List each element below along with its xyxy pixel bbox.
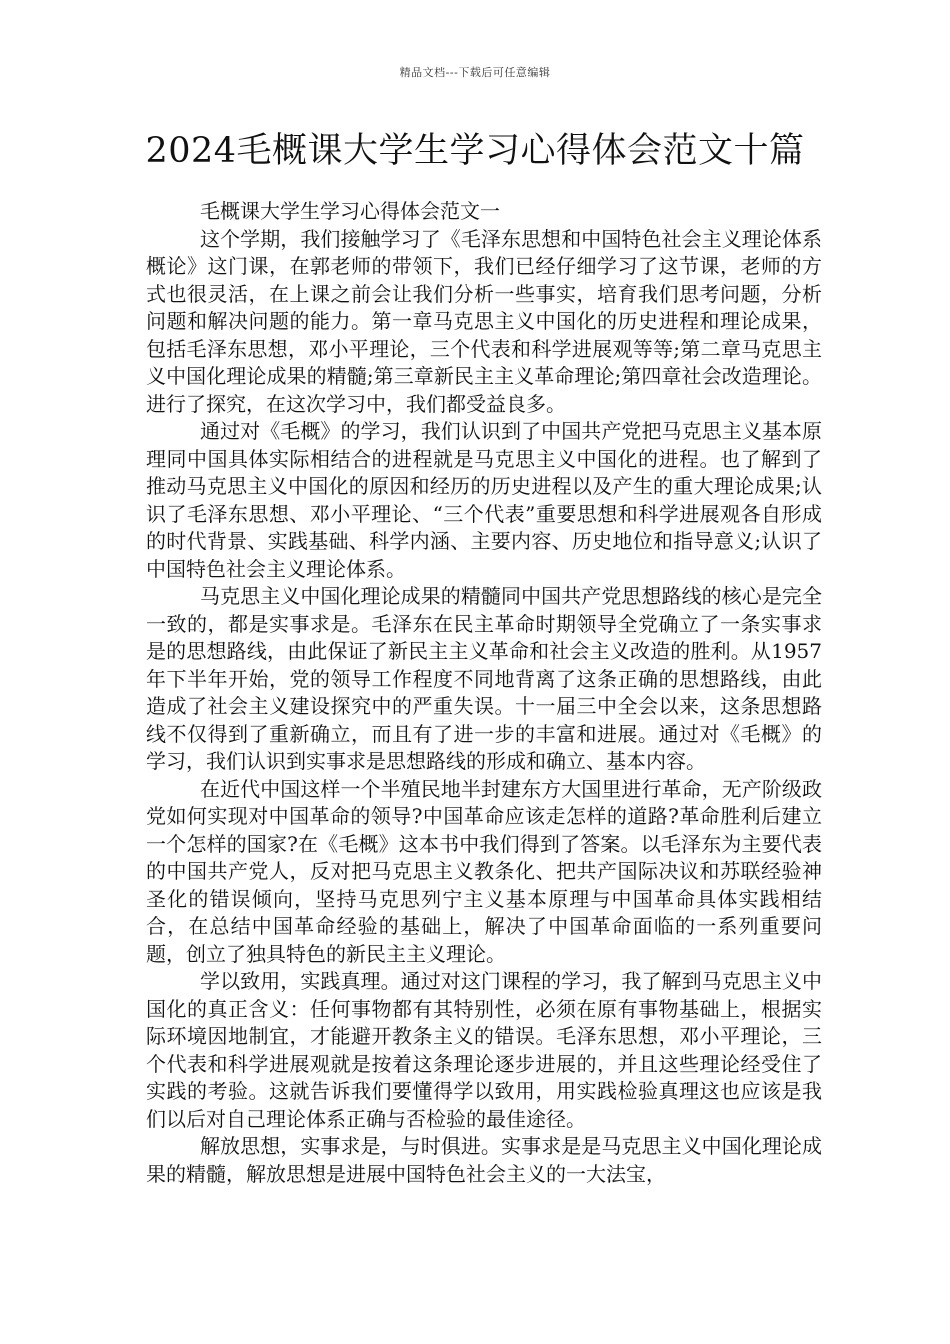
paragraph-3: 马克思主义中国化理论成果的精髓同中国共产党思想路线的核心是完全一致的，都是实事求是。毛泽东在民主革命时期领导全党确立了一条实事求是的思想路线，由此保证了新民主主义革命和社会主义改造的胜利。从1957年下半年开始，党的领导工作程度不同地背离了这条正确的思想路线，由此造成了社会主义建设探究中的严重失误。十一届三中全会以来，这条思想路线不仅得到了重新确立，而且有了进一步的丰富和进展。通过对《毛概》的学习，我们认识到实事求是思想路线的形成和确立、基本内容。 [146, 584, 822, 773]
document-title: 2024毛概课大学生学习心得体会范文十篇 [145, 131, 805, 171]
paragraph-4: 在近代中国这样一个半殖民地半封建东方大国里进行革命，无产阶级政党如何实现对中国革命的领导?中国革命应该走怎样的道路?革命胜利后建立一个怎样的国家?在《毛概》这本书中我们得到了答案。以毛泽东为主要代表的中国共产党人，反对把马克思主义教条化、把共产国际决议和苏联经验神圣化的错误倾向，坚持马克思列宁主义基本原理与中国革命具体实践相结合，在总结中国革命经验的基础上，解决了中国革命面临的一系列重要问题，创立了独具特色的新民主主义理论。 [146, 776, 822, 966]
page-header-note: 精品文档---下载后可任意编辑 [399, 66, 551, 79]
paragraph-5: 学以致用，实践真理。通过对这门课程的学习，我了解到马克思主义中国化的真正含义：任何事物都有其特别性，必须在原有事物基础上，根据实际环境因地制宜，才能避开教条主义的错误。毛泽东思想，邓小平理论，三个代表和科学进展观就是按着这条理论逐步进展的，并且这些理论经受住了实践的考验。这就告诉我们要懂得学以致用，用实践检验真理这也应该是我们以后对自己理论体系正确与否检验的最佳途径。 [146, 969, 822, 1131]
paragraph-6: 解放思想，实事求是，与时俱进。实事求是是马克思主义中国化理论成果的精髓，解放思想是进展中国特色社会主义的一大法宝， [146, 1134, 822, 1186]
document-body [146, 198, 822, 1188]
paragraph-1: 这个学期，我们接触学习了《毛泽东思想和中国特色社会主义理论体系概论》这门课，在郭老师的带领下，我们已经仔细学习了这节课，老师的方式也很灵活，在上课之前会让我们分析一些事实，培育我们思考问题，分析问题和解决问题的能力。第一章马克思主义中国化的历史进程和理论成果，包括毛泽东思想，邓小平理论，三个代表和科学进展观等等;第二章马克思主义中国化理论成果的精髓;第三章新民主主义革命理论;第四章社会改造理论。进行了探究，在这次学习中，我们都受益良多。 [146, 226, 822, 416]
section-heading: 毛概课大学生学习心得体会范文一 [200, 199, 500, 223]
paragraph-2: 通过对《毛概》的学习，我们认识到了中国共产党把马克思主义基本原理同中国具体实际相结合的进程就是马克思主义中国化的进程。也了解到了推动马克思主义中国化的原因和经历的历史进程以及产生的重大理论成果;认识了毛泽东思想、邓小平理论、“三个代表”重要思想和科学进展观各自形成的时代背景、实践基础、科学内涵、主要内容、历史地位和指导意义;认识了中国特色社会主义理论体系。 [146, 419, 822, 581]
